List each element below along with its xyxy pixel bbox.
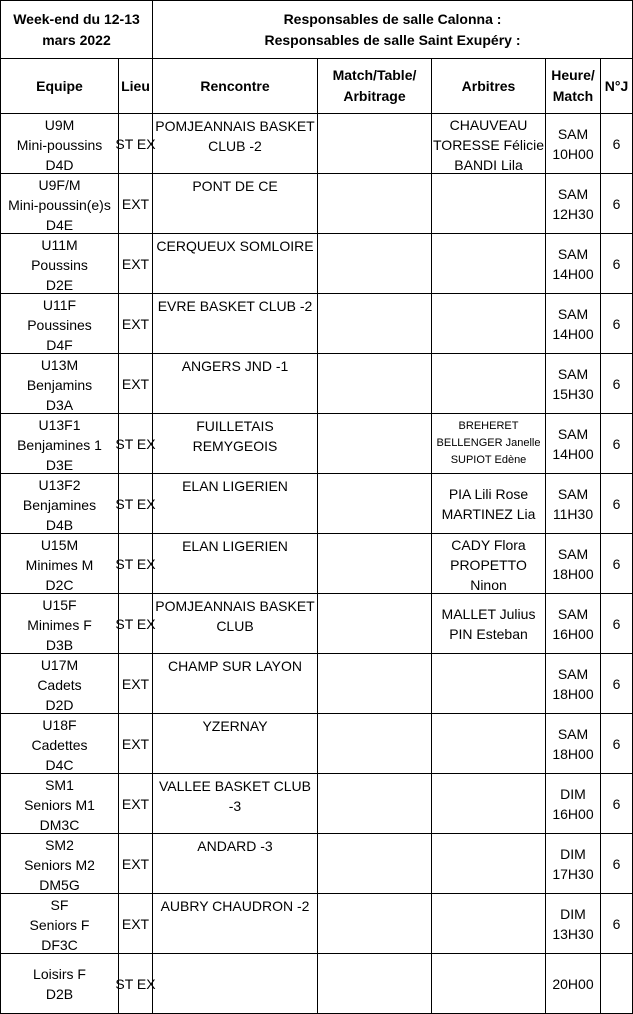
heure-line: 16H00 [552, 625, 594, 642]
heure-line: 13H30 [552, 925, 594, 942]
heure-cell [546, 174, 601, 234]
equipe-cell [0, 234, 119, 294]
match-table-arbitrage-cell [318, 654, 432, 714]
equipe-line: D4E [45, 217, 74, 233]
equipe-line: U17M [40, 657, 79, 673]
heure-line: SAM [557, 725, 589, 742]
heure-line: 11H30 [552, 505, 594, 522]
nj-cell: 6 [601, 594, 633, 654]
equipe-cell [0, 654, 119, 714]
arbitres-cell [432, 654, 546, 714]
equipe-line: Poussins [31, 257, 88, 273]
nj-cell: 6 [601, 654, 633, 714]
equipe-cell [0, 414, 119, 474]
match-table-arbitrage-cell [318, 354, 432, 414]
equipe-line: SF [50, 897, 69, 913]
heure-line: DIM [560, 845, 586, 862]
arbitres-cell [432, 954, 546, 1014]
heure-line: 20H00 [552, 975, 594, 992]
match-table-arbitrage-cell [318, 114, 432, 174]
heure-line: 18H00 [552, 745, 594, 762]
match-table-arbitrage-cell [318, 234, 432, 294]
equipe-line: D2E [45, 277, 74, 293]
equipe-line: U18F [42, 717, 77, 733]
nj-cell [601, 954, 633, 1014]
nj-cell: 6 [601, 294, 633, 354]
equipe-line: Seniors M1 [24, 797, 95, 813]
equipe-line: Loisirs F [33, 965, 86, 982]
equipe-line: Mini-poussins [16, 137, 103, 153]
nj-cell: 6 [601, 234, 633, 294]
equipe-cell [0, 894, 119, 954]
match-table-arbitrage-cell [318, 594, 432, 654]
arbitre-line: TORESSE Félicie [433, 137, 544, 153]
heure-cell [546, 354, 601, 414]
equipe-cell [0, 594, 119, 654]
arbitre-line: CHAUVEAU [449, 117, 528, 133]
lieu-cell: EXT [119, 294, 153, 354]
responsables-cell [153, 0, 633, 59]
nj-cell: 6 [601, 834, 633, 894]
lieu-cell: EXT [119, 894, 153, 954]
lieu-cell: EXT [119, 834, 153, 894]
col-header-match-table-arbitrage: Match/Table/ Arbitrage [318, 59, 432, 114]
heure-cell [546, 594, 601, 654]
arbitres-cell [432, 354, 546, 414]
rencontre-cell: EVRE BASKET CLUB -2 [153, 294, 318, 354]
lieu-cell: EXT [119, 354, 153, 414]
heure-cell [546, 234, 601, 294]
rencontre-cell: CERQUEUX SOMLOIRE [153, 234, 318, 294]
nj-cell: 6 [601, 114, 633, 174]
equipe-line: D3E [45, 457, 74, 473]
arbitres-cell [432, 834, 546, 894]
heure-line: SAM [557, 605, 589, 622]
heure-line: SAM [557, 365, 589, 382]
arbitres-cell [432, 714, 546, 774]
equipe-cell [0, 294, 119, 354]
heure-cell [546, 954, 601, 1014]
equipe-line: Poussines [27, 317, 92, 333]
heure-line: 12H30 [552, 205, 594, 222]
lieu-cell: EXT [119, 234, 153, 294]
equipe-line: D3B [45, 637, 74, 653]
lieu-cell: EXT [119, 174, 153, 234]
match-table-arbitrage-cell [318, 714, 432, 774]
match-table-arbitrage-cell [318, 534, 432, 594]
heure-line: SAM [557, 125, 589, 142]
lieu-cell: EXT [119, 654, 153, 714]
heure-line: SAM [557, 185, 589, 202]
responsables-saint-exupery: Responsables de salle Saint Exupéry : [264, 31, 521, 48]
nj-cell: 6 [601, 714, 633, 774]
heure-cell [546, 834, 601, 894]
rencontre-cell: ANGERS JND -1 [153, 354, 318, 414]
heure-cell [546, 654, 601, 714]
equipe-cell [0, 954, 119, 1014]
heure-line: SAM [557, 425, 589, 442]
heure-line: SAM [557, 305, 589, 322]
lieu-cell: EXT [119, 714, 153, 774]
equipe-line: Minimes M [25, 557, 94, 573]
arbitre-line: PIA Lili Rose [448, 485, 529, 502]
equipe-cell [0, 354, 119, 414]
match-table-arbitrage-cell [318, 894, 432, 954]
lieu-cell: ST EX [119, 414, 153, 474]
heure-line: SAM [557, 485, 589, 502]
equipe-line: D4C [45, 757, 74, 773]
arbitre-line: Ninon [470, 577, 507, 593]
heure-cell [546, 774, 601, 834]
col-header-lieu: Lieu [119, 59, 153, 114]
equipe-line: D2C [45, 577, 74, 593]
arbitre-line: PROPETTO [450, 557, 527, 573]
equipe-line: U9F/M [38, 177, 81, 193]
equipe-line: U13F1 [38, 417, 81, 433]
heure-line: 15H30 [552, 385, 594, 402]
heure-cell [546, 114, 601, 174]
arbitres-cell [432, 594, 546, 654]
arbitre-line: BANDI Lila [454, 157, 523, 173]
arbitres-cell [432, 774, 546, 834]
nj-cell: 6 [601, 354, 633, 414]
responsables-calonna: Responsables de salle Calonna : [283, 10, 502, 27]
arbitres-cell [432, 474, 546, 534]
equipe-line: D4D [45, 157, 74, 173]
heure-cell [546, 474, 601, 534]
arbitre-line: PIN Esteban [449, 625, 528, 642]
match-table-arbitrage-cell [318, 474, 432, 534]
equipe-cell [0, 774, 119, 834]
heure-cell [546, 714, 601, 774]
arbitre-line: MARTINEZ Lia [441, 505, 536, 522]
arbitres-cell [432, 294, 546, 354]
lieu-cell: ST EX [119, 594, 153, 654]
heure-line: DIM [560, 905, 586, 922]
equipe-line: DF3C [41, 937, 78, 953]
rencontre-cell [153, 954, 318, 1014]
equipe-line: D3A [45, 397, 74, 413]
equipe-line: Cadets [37, 677, 82, 693]
equipe-line: SM2 [45, 837, 74, 853]
arbitre-line: BELLENGER Janelle [436, 437, 541, 449]
nj-cell: 6 [601, 774, 633, 834]
lieu-cell: ST EX [119, 534, 153, 594]
match-table-arbitrage-cell [318, 834, 432, 894]
equipe-line: U11F [42, 297, 77, 313]
equipe-line: U9M [44, 117, 75, 133]
equipe-cell [0, 114, 119, 174]
equipe-line: Benjamines [22, 497, 97, 513]
equipe-line: U15M [40, 537, 79, 553]
lieu-cell: ST EX [119, 114, 153, 174]
rencontre-cell: ELAN LIGERIEN [153, 534, 318, 594]
equipe-line: DM3C [39, 817, 80, 833]
arbitres-cell [432, 114, 546, 174]
rencontre-cell: ELAN LIGERIEN [153, 474, 318, 534]
equipe-line: U13F2 [38, 477, 81, 493]
equipe-line: D2D [45, 697, 74, 713]
equipe-line: D4B [45, 517, 74, 533]
weekend-title-cell [0, 0, 153, 59]
rencontre-cell: POMJEANNAIS BASKET CLUB [153, 594, 318, 654]
match-table-arbitrage-cell [318, 174, 432, 234]
equipe-line: Benjamins [26, 377, 93, 393]
nj-cell: 6 [601, 174, 633, 234]
heure-line: 14H00 [552, 265, 594, 282]
equipe-line: SM1 [45, 777, 74, 793]
equipe-line: U15F [42, 597, 77, 613]
heure-cell [546, 894, 601, 954]
col-header-arbitres: Arbitres [432, 59, 546, 114]
rencontre-cell: AUBRY CHAUDRON -2 [153, 894, 318, 954]
equipe-line: D4F [46, 337, 73, 353]
heure-cell [546, 534, 601, 594]
heure-line: SAM [557, 665, 589, 682]
match-table-arbitrage-cell [318, 414, 432, 474]
heure-line: SAM [557, 545, 589, 562]
col-header-heure-match: Heure/ Match [546, 59, 601, 114]
nj-cell: 6 [601, 894, 633, 954]
heure-line: DIM [560, 785, 586, 802]
heure-line: SAM [557, 245, 589, 262]
equipe-cell [0, 834, 119, 894]
rencontre-cell: POMJEANNAIS BASKET CLUB -2 [153, 114, 318, 174]
heure-line: 18H00 [552, 565, 594, 582]
equipe-cell [0, 714, 119, 774]
equipe-line: Benjamines 1 [17, 437, 102, 453]
heure-line: 18H00 [552, 685, 594, 702]
equipe-line: Cadettes [31, 737, 88, 753]
arbitres-cell [432, 894, 546, 954]
heure-cell [546, 294, 601, 354]
col-header-equipe: Equipe [0, 59, 119, 114]
nj-cell: 6 [601, 474, 633, 534]
arbitres-cell [432, 174, 546, 234]
lieu-cell: ST EX [119, 474, 153, 534]
heure-line: 16H00 [552, 805, 594, 822]
heure-line: 14H00 [552, 445, 594, 462]
arbitres-cell [432, 234, 546, 294]
lieu-cell: EXT [119, 774, 153, 834]
equipe-line: Seniors F [29, 917, 90, 933]
match-table-arbitrage-cell [318, 774, 432, 834]
weekend-title: Week-end du 12-13 mars 2022 [13, 10, 140, 48]
equipe-line: Mini-poussin(e)s [8, 197, 111, 213]
equipe-line: Seniors M2 [24, 857, 95, 873]
nj-cell: 6 [601, 534, 633, 594]
rencontre-cell: ANDARD -3 [153, 834, 318, 894]
equipe-cell [0, 174, 119, 234]
rencontre-cell: PONT DE CE [153, 174, 318, 234]
equipe-line: Minimes F [27, 617, 92, 633]
arbitre-line: CADY Flora [451, 537, 526, 553]
rencontre-cell: YZERNAY [153, 714, 318, 774]
arbitre-line: MALLET Julius [441, 605, 536, 622]
heure-line: 14H00 [552, 325, 594, 342]
heure-line: 10H00 [552, 145, 594, 162]
lieu-cell: ST EX [119, 954, 153, 1014]
arbitres-cell [432, 414, 546, 474]
arbitre-line: SUPIOT Edène [450, 454, 527, 466]
heure-cell [546, 414, 601, 474]
equipe-line: U11M [41, 237, 78, 253]
col-header-nj: N°J [601, 59, 633, 114]
heure-line: 17H30 [552, 865, 594, 882]
equipe-line: D2B [45, 985, 74, 1002]
rencontre-cell: FUILLETAIS REMYGEOIS [153, 414, 318, 474]
equipe-cell [0, 534, 119, 594]
rencontre-cell: VALLEE BASKET CLUB -3 [153, 774, 318, 834]
match-table-arbitrage-cell [318, 954, 432, 1014]
arbitres-cell [432, 534, 546, 594]
equipe-line: DM5G [39, 877, 80, 893]
arbitre-line: BREHERET [458, 420, 519, 432]
rencontre-cell: CHAMP SUR LAYON [153, 654, 318, 714]
equipe-cell [0, 474, 119, 534]
match-table-arbitrage-cell [318, 294, 432, 354]
col-header-rencontre: Rencontre [153, 59, 318, 114]
nj-cell: 6 [601, 414, 633, 474]
equipe-line: U13M [40, 357, 79, 373]
